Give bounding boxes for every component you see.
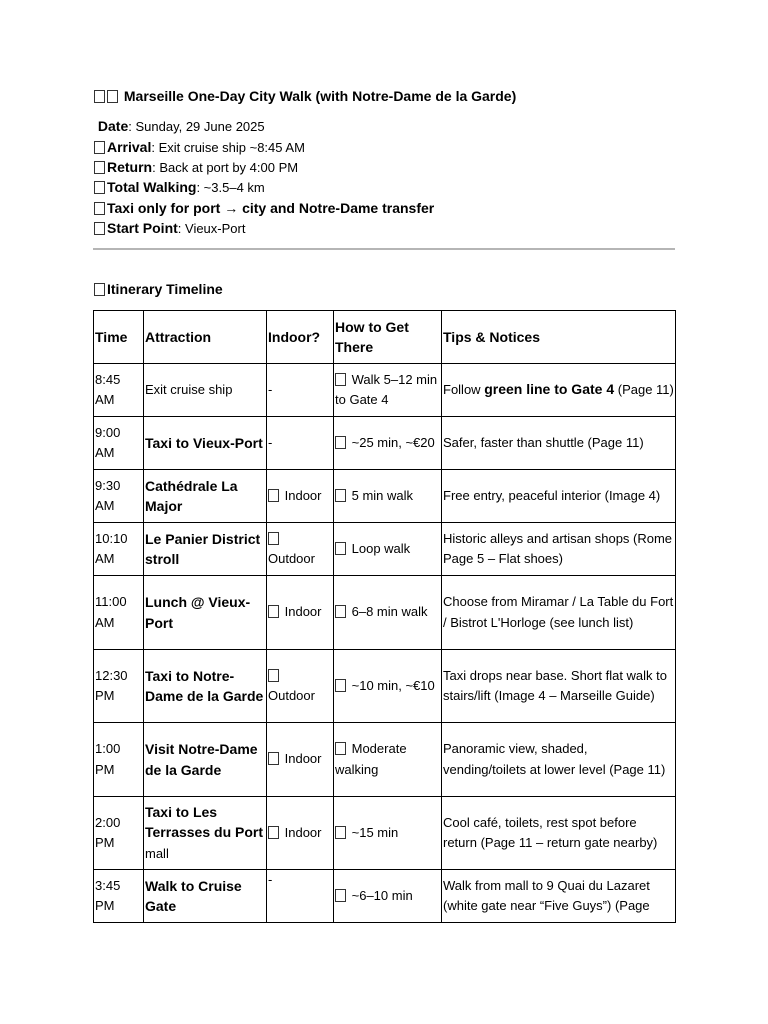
cell-attraction: Lunch @ Vieux-Port — [144, 576, 267, 650]
how-text: Moderate walking — [335, 741, 407, 777]
cell-indoor — [267, 723, 334, 797]
cell-attraction: Exit cruise ship — [144, 364, 267, 417]
header-time: Time — [94, 311, 144, 364]
how-text: Walk 5–12 min to Gate 4 — [335, 371, 438, 407]
cell-tips: Cool café, toilets, rest spot before return (Page 11 – return gate nearby) — [442, 797, 676, 870]
indoor-text: Outdoor — [268, 688, 315, 703]
outdoor-icon — [268, 532, 279, 545]
attraction-text: Taxi to Les Terrasses du Port — [145, 803, 264, 841]
taxi-icon — [335, 436, 346, 449]
pin-icon — [94, 222, 105, 235]
section-title — [94, 279, 223, 299]
cell-attraction: Taxi to Vieux-Port — [144, 417, 267, 470]
attraction-sub: mall — [145, 845, 169, 861]
indoor-icon — [268, 752, 279, 765]
table-row — [94, 723, 676, 797]
indoor-icon — [268, 489, 279, 502]
cell-how — [334, 417, 442, 470]
info-value: : Sunday, 29 June 2025 — [128, 119, 265, 134]
indoor-text: - — [268, 381, 273, 397]
info-label: Date — [97, 118, 129, 134]
cell-attraction: Walk to Cruise Gate — [144, 870, 267, 923]
table-row — [94, 417, 676, 470]
cell-indoor — [267, 523, 334, 576]
table-header-row — [94, 311, 676, 364]
cell-attraction: Le Panier District stroll — [144, 523, 267, 576]
cell-indoor — [267, 650, 334, 723]
cell-how — [334, 650, 442, 723]
info-label: Taxi only for port → city and Notre-Dame transfer — [107, 200, 435, 216]
cell-tips: Choose from Miramar / La Table du Fort / Bistrot L'Horloge (see lunch list) — [442, 576, 676, 650]
outdoor-icon — [268, 669, 279, 682]
indoor-text: Indoor — [284, 604, 322, 620]
header-how: How to Get There — [334, 311, 442, 364]
indoor-icon — [268, 826, 279, 839]
cell-time: 1:00 PM — [94, 723, 144, 797]
table-row — [94, 797, 676, 870]
header-indoor: Indoor? — [267, 311, 334, 364]
return-icon — [94, 161, 105, 174]
table-row — [94, 576, 676, 650]
walking-icon — [335, 489, 346, 502]
how-text: ~10 min, ~€10 — [351, 677, 435, 693]
how-text: ~6–10 min — [351, 887, 413, 903]
how-text: Loop walk — [351, 540, 411, 556]
cell-time: 9:00 AM — [94, 417, 144, 470]
info-taxi — [94, 198, 434, 219]
indoor-text: Indoor — [284, 487, 322, 503]
cell-time: 8:45 AM — [94, 364, 144, 417]
cell-time: 12:30 PM — [94, 650, 144, 723]
table-row — [94, 870, 676, 923]
indoor-text: - — [268, 434, 273, 450]
info-date — [94, 116, 265, 137]
table-row — [94, 523, 676, 576]
cell-time: 10:10 AM — [94, 523, 144, 576]
info-label: Arrival — [107, 139, 152, 155]
info-return — [94, 157, 298, 178]
cell-how — [334, 576, 442, 650]
tips-bold: green line to Gate 4 — [484, 381, 615, 398]
cell-indoor — [267, 470, 334, 523]
tips-text-post: (Page 11) — [614, 382, 674, 398]
how-text: 6–8 min walk — [351, 604, 428, 620]
table-row — [94, 470, 676, 523]
info-start-point — [94, 218, 245, 239]
clock-icon — [94, 283, 105, 296]
document-title-text: Marseille One-Day City Walk (with Notre-Dame de la Garde) — [123, 88, 517, 104]
cell-attraction: Cathédrale La Major — [144, 470, 267, 523]
cell-attraction: Taxi to Notre-Dame de la Garde — [144, 650, 267, 723]
how-text: ~15 min — [351, 824, 399, 840]
walking-icon — [335, 889, 346, 902]
walking-icon — [335, 742, 346, 755]
cell-tips: Taxi drops near base. Short flat walk to stairs/lift (Image 4 – Marseille Guide) — [442, 650, 676, 723]
walking-icon — [335, 373, 346, 386]
document-title — [94, 86, 516, 106]
info-value: : Vieux-Port — [177, 221, 246, 236]
cell-how — [334, 797, 442, 870]
how-text: 5 min walk — [351, 487, 414, 503]
flag-icon — [107, 90, 118, 103]
cell-attraction: Visit Notre-Dame de la Garde — [144, 723, 267, 797]
cell-how — [334, 870, 442, 923]
info-arrival — [94, 137, 305, 158]
how-text: ~25 min, ~€20 — [351, 434, 435, 450]
info-label: Return — [107, 159, 153, 175]
cell-time: 3:45 PM — [94, 870, 144, 923]
info-value: : Exit cruise ship ~8:45 AM — [151, 140, 305, 155]
table-row — [94, 650, 676, 723]
loop-icon — [335, 542, 346, 555]
flag-icon — [94, 90, 105, 103]
info-label: Total Walking — [107, 179, 197, 195]
info-value: : Back at port by 4:00 PM — [152, 160, 299, 175]
cell-indoor — [267, 364, 334, 417]
indoor-text: Indoor — [284, 751, 322, 767]
tips-text: Follow — [443, 382, 485, 398]
indoor-icon — [268, 605, 279, 618]
cell-tips: Panoramic view, shaded, vending/toilets at lower level (Page 11) — [442, 723, 676, 797]
taxi-icon — [94, 202, 105, 215]
info-label: Start Point — [107, 220, 178, 236]
cell-indoor — [267, 576, 334, 650]
cell-tips: Safer, faster than shuttle (Page 11) — [442, 417, 676, 470]
cell-tips — [442, 364, 676, 417]
cell-indoor — [267, 797, 334, 870]
cell-tips: Free entry, peaceful interior (Image 4) — [442, 470, 676, 523]
cell-tips: Walk from mall to 9 Quai du Lazaret (white gate near “Five Guys”) (Page — [442, 870, 676, 923]
itinerary-table — [93, 310, 676, 923]
cell-time: 2:00 PM — [94, 797, 144, 870]
cell-time: 11:00 AM — [94, 576, 144, 650]
walking-icon — [94, 181, 105, 194]
walking-icon — [335, 605, 346, 618]
taxi-icon — [335, 679, 346, 692]
header-attraction: Attraction — [144, 311, 267, 364]
indoor-text: - — [268, 872, 273, 887]
cell-attraction — [144, 797, 267, 870]
cell-how — [334, 364, 442, 417]
cell-indoor — [267, 417, 334, 470]
cell-how — [334, 723, 442, 797]
info-total-walking — [94, 177, 265, 198]
indoor-text: Outdoor — [268, 551, 315, 566]
table-row — [94, 364, 676, 417]
cell-how — [334, 523, 442, 576]
cell-tips: Historic alleys and artisan shops (Rome Page 5 – Flat shoes) — [442, 523, 676, 576]
header-tips: Tips & Notices — [442, 311, 676, 364]
horizontal-divider — [93, 248, 675, 250]
cell-how — [334, 470, 442, 523]
taxi-icon — [335, 826, 346, 839]
section-title-text: Itinerary Timeline — [107, 281, 223, 297]
info-value: : ~3.5–4 km — [196, 180, 265, 195]
ship-icon — [94, 141, 105, 154]
cell-time: 9:30 AM — [94, 470, 144, 523]
indoor-text: Indoor — [284, 824, 322, 840]
cell-indoor — [267, 870, 334, 923]
